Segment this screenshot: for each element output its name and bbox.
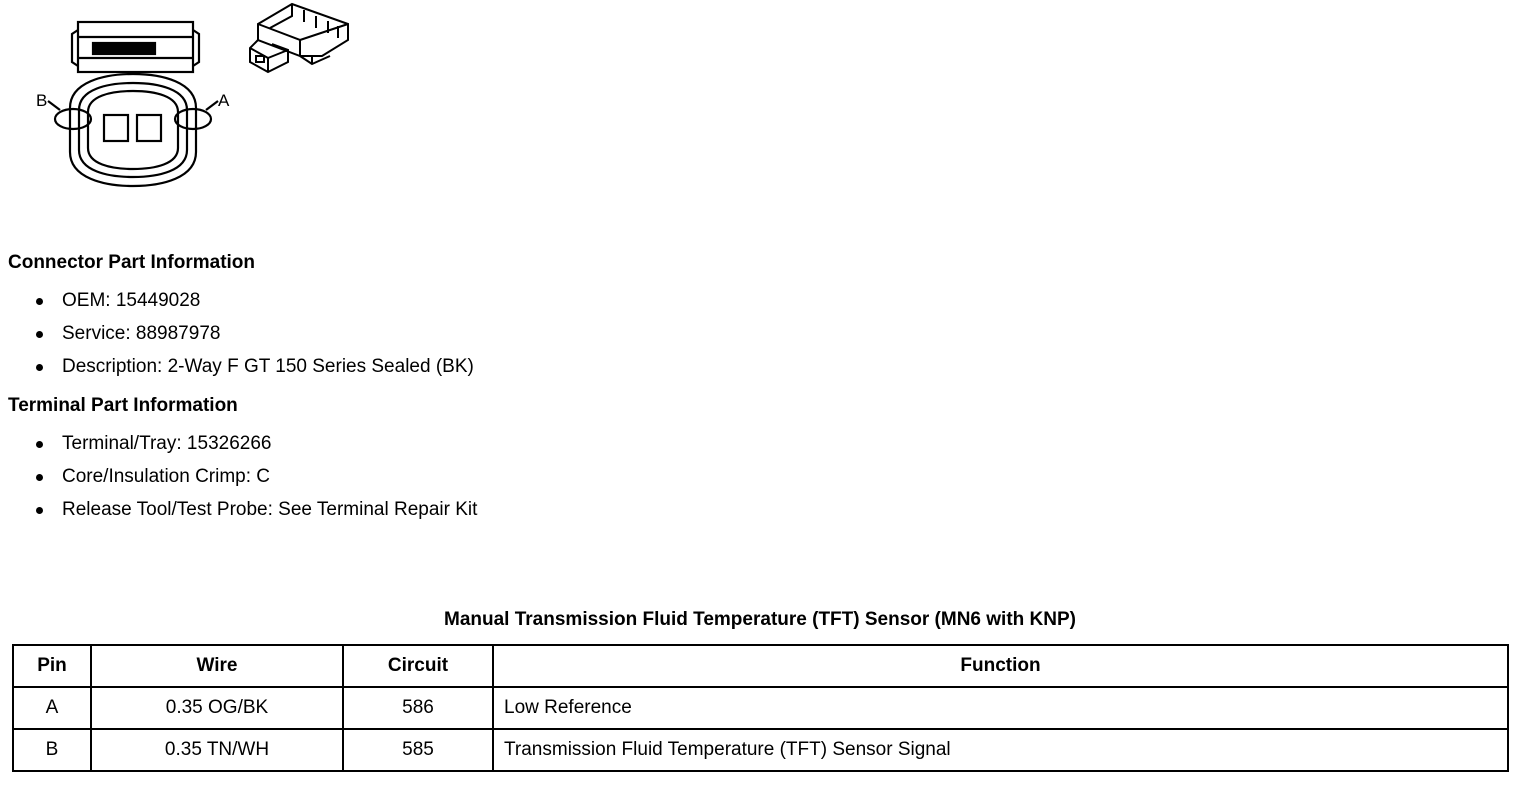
cell-circuit: 586	[343, 687, 493, 729]
list-item: Core/Insulation Crimp: C	[0, 460, 1520, 493]
connector-part-information-list	[0, 284, 1520, 383]
connector-part-information-title: Connector Part Information	[8, 252, 256, 273]
list-item: Description: 2-Way F GT 150 Series Sealed (BK)	[0, 350, 1520, 383]
cell-pin: B	[13, 729, 91, 771]
pinout-table	[12, 644, 1509, 772]
cell-function: Transmission Fluid Temperature (TFT) Sensor Signal	[493, 729, 1508, 771]
callout-label-b: B	[36, 91, 48, 110]
column-header-wire: Wire	[91, 645, 343, 687]
cell-pin: A	[13, 687, 91, 729]
pinout-table-caption: Manual Transmission Fluid Temperature (TFT) Sensor (MN6 with KNP)	[444, 609, 1076, 630]
column-header-function: Function	[493, 645, 1508, 687]
column-header-circuit: Circuit	[343, 645, 493, 687]
list-item: Terminal/Tray: 15326266	[0, 427, 1520, 460]
connector-drawing	[0, 0, 420, 215]
cell-wire: 0.35 TN/WH	[91, 729, 343, 771]
callout-label-a: A	[218, 91, 230, 110]
list-item: Service: 88987978	[0, 317, 1520, 350]
cell-circuit: 585	[343, 729, 493, 771]
list-item: Release Tool/Test Probe: See Terminal Repair Kit	[0, 493, 1520, 526]
section-spacer	[0, 383, 1520, 393]
connector-illustration	[0, 0, 420, 215]
cell-function: Low Reference	[493, 687, 1508, 729]
part-information-content	[0, 250, 1520, 526]
cell-wire: 0.35 OG/BK	[91, 687, 343, 729]
table-row	[13, 687, 1508, 729]
table-header-row	[13, 645, 1508, 687]
terminal-part-information-list	[0, 427, 1520, 526]
terminal-part-information-title: Terminal Part Information	[8, 395, 238, 416]
list-item: OEM: 15449028	[0, 284, 1520, 317]
pinout-table-section	[0, 608, 1520, 772]
column-header-pin: Pin	[13, 645, 91, 687]
table-row	[13, 729, 1508, 771]
